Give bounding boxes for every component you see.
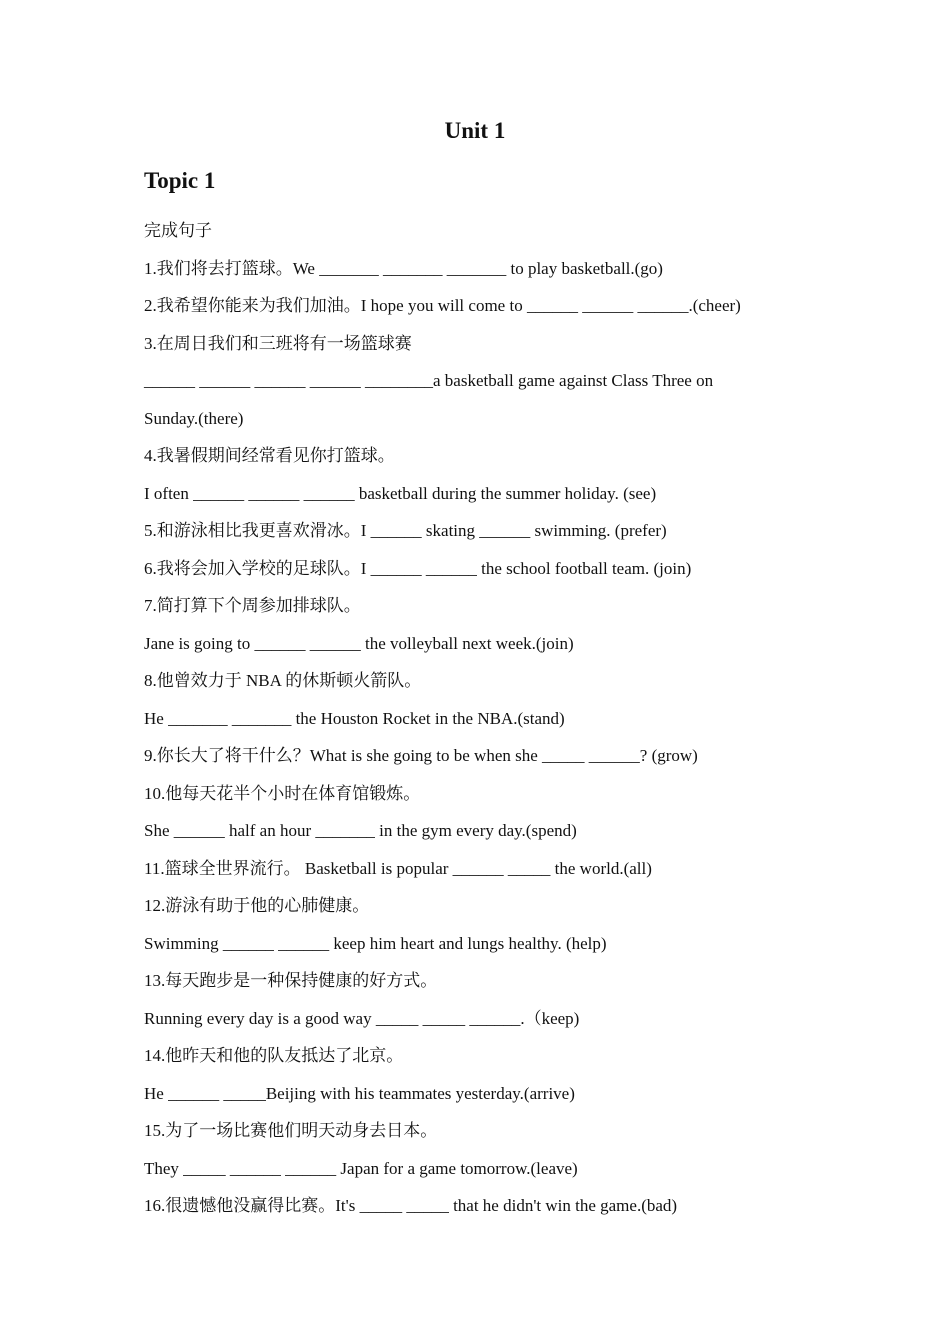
exercise-line: 12.游泳有助于他的心肺健康。 bbox=[144, 896, 370, 915]
exercise-line: I often ______ ______ ______ basketball during the summer holiday. (see) bbox=[144, 483, 657, 503]
exercise-line: Swimming ______ ______ keep him heart and lungs healthy. (help) bbox=[144, 933, 607, 953]
exercise-line: 1.我们将去打篮球。We _______ _______ _______ to play basketball.(go) bbox=[144, 258, 663, 278]
exercise-line: They _____ ______ ______ Japan for a game tomorrow.(leave) bbox=[144, 1158, 578, 1178]
exercise-line: 10.他每天花半个小时在体育馆锻炼。 bbox=[144, 783, 421, 803]
topic-heading: Topic 1 bbox=[144, 168, 216, 193]
exercise-line: 16.很遗憾他没赢得比赛。It's _____ _____ that he didn't win the game.(bad) bbox=[144, 1196, 678, 1215]
exercise-line: She ______ half an hour _______ in the gym every day.(spend) bbox=[144, 821, 577, 840]
exercise-line: 5.和游泳相比我更喜欢滑冰。I ______ skating ______ swimming. (prefer) bbox=[144, 521, 667, 540]
exercise-line: Sunday.(there) bbox=[144, 408, 244, 428]
exercise-line: 4.我暑假期间经常看见你打篮球。 bbox=[144, 446, 395, 465]
exercise-line: 7.简打算下个周参加排球队。 bbox=[144, 596, 361, 615]
exercise-line: Running every day is a good way _____ _____ ______.（keep) bbox=[144, 1008, 580, 1028]
exercise-line: 13.每天跑步是一种保持健康的好方式。 bbox=[144, 971, 438, 990]
exercise-line: 2.我希望你能来为我们加油。I hope you will come to ______ ______ ______.(cheer) bbox=[144, 296, 741, 315]
exercise-line: 6.我将会加入学校的足球队。I ______ ______ the school football team. (join) bbox=[144, 558, 692, 578]
exercise-line: He _______ _______ the Houston Rocket in the NBA.(stand) bbox=[144, 708, 565, 728]
exercise-line: 14.他昨天和他的队友抵达了北京。 bbox=[144, 1046, 404, 1065]
unit-title: Unit 1 bbox=[444, 118, 506, 143]
exercise-line: He ______ _____Beijing with his teammates yesterday.(arrive) bbox=[144, 1083, 575, 1103]
exercise-line: ______ ______ ______ ______ ________a basketball game against Class Three on bbox=[144, 371, 714, 390]
exercise-line: 9.你长大了将干什么？What is she going to be when she _____ ______? (grow) bbox=[144, 746, 698, 765]
exercise-line: 3.在周日我们和三班将有一场篮球赛 bbox=[144, 333, 412, 353]
exercise-line: 11.篮球全世界流行。 Basketball is popular ______ _____ the world.(all) bbox=[144, 858, 652, 878]
exercise-lines bbox=[144, 218, 824, 1231]
exercise-line: 15.为了一场比赛他们明天动身去日本。 bbox=[144, 1121, 438, 1140]
exercise-line: Jane is going to ______ ______ the volleyball next week.(join) bbox=[144, 633, 574, 653]
exercise-line: 8.他曾效力于 NBA 的休斯顿火箭队。 bbox=[144, 671, 422, 690]
section-instruction: 完成句子 bbox=[144, 221, 212, 240]
